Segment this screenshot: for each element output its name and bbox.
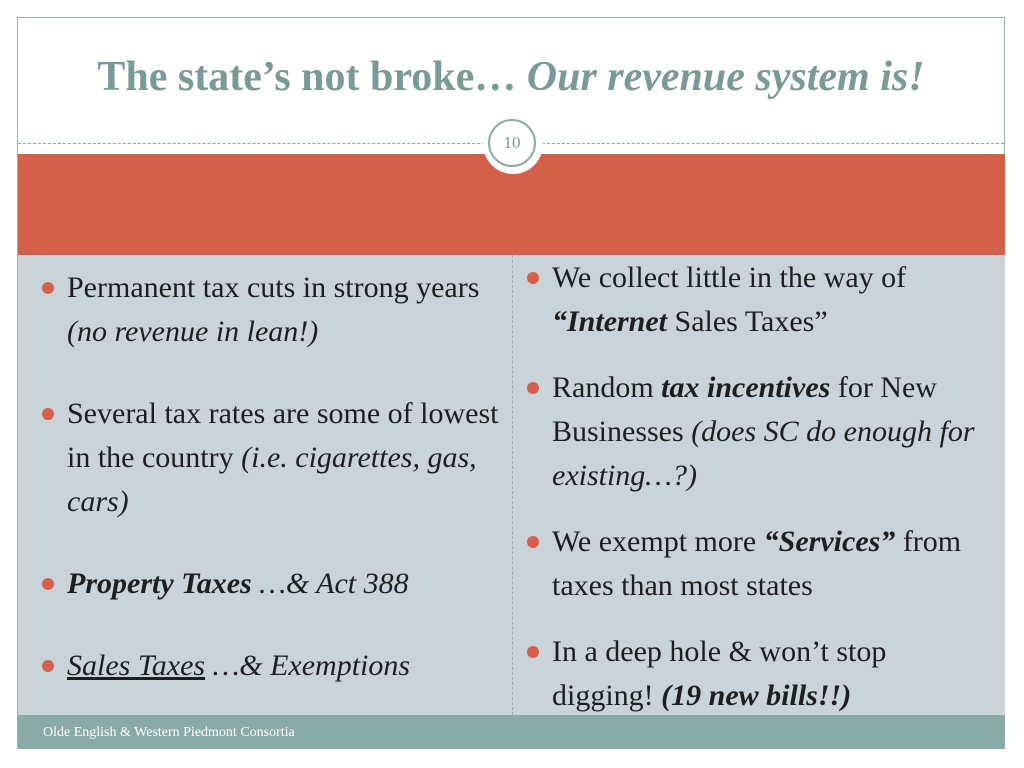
slide-title	[17, 52, 1005, 102]
bullet-emphasis: “Internet	[552, 305, 668, 338]
bullet-item	[40, 392, 505, 524]
column-divider	[512, 255, 513, 715]
bullet-text: Random	[552, 371, 662, 404]
bullet-item	[525, 366, 990, 498]
bullet-item	[40, 562, 505, 606]
bullet-emphasis: tax incentives	[661, 371, 831, 404]
bullet-text: Several tax rates are some of lowest in the country	[67, 397, 499, 474]
bullet-icon	[527, 646, 539, 658]
bullet-emphasis: “Services”	[763, 525, 896, 558]
bullet-text: In a deep hole & won’t stop digging!	[552, 635, 887, 712]
bullet-note: (does SC do enough for existing…?)	[552, 415, 975, 492]
right-column	[525, 256, 990, 740]
bullet-text: We collect little in the way of	[552, 261, 907, 294]
bullet-text-tail: for New Businesses	[552, 371, 937, 448]
page-number: 10	[488, 119, 536, 167]
bullet-icon	[42, 282, 54, 294]
left-column	[40, 266, 505, 726]
bullet-icon	[527, 272, 539, 284]
bullet-note: (i.e. cigarettes, gas, cars)	[67, 441, 477, 518]
bullet-icon	[42, 578, 54, 590]
bullet-item	[525, 630, 990, 718]
bullet-text-tail: Sales Taxes”	[667, 305, 828, 338]
bullet-note: …& Exemptions	[205, 649, 411, 682]
bullet-icon	[42, 660, 54, 672]
title-plain: The state’s not broke…	[97, 54, 527, 100]
bullet-text-tail: from taxes than most states	[552, 525, 962, 602]
bullet-icon	[527, 536, 539, 548]
bullet-text: We exempt more	[552, 525, 764, 558]
bullet-item	[40, 266, 505, 354]
bullet-note: (19 new bills!!)	[661, 679, 852, 712]
bullet-item	[525, 520, 990, 608]
bullet-item	[525, 256, 990, 344]
bullet-note: (no revenue in lean!)	[67, 315, 319, 348]
bullet-note: …& Act 388	[251, 567, 409, 600]
bullet-text: Property Taxes	[67, 567, 252, 600]
footer-text: Olde English & Western Piedmont Consortia	[43, 725, 295, 740]
bullet-icon	[527, 382, 539, 394]
title-emphasis: Our revenue system is!	[526, 54, 925, 100]
bullet-icon	[42, 408, 54, 420]
bullet-item	[40, 644, 505, 688]
bullet-text: Permanent tax cuts in strong years	[67, 271, 480, 304]
bullet-text: Sales Taxes	[67, 649, 206, 682]
